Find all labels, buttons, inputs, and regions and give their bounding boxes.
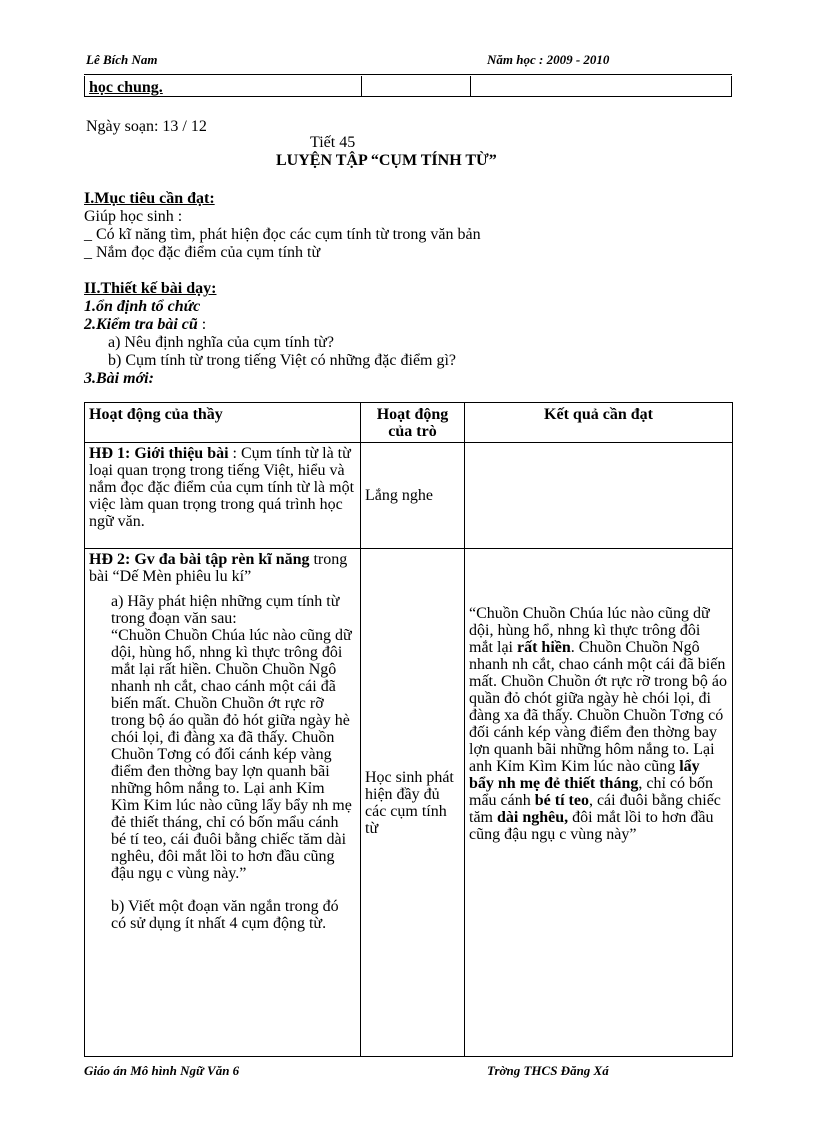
row2-teacher-intro [89, 551, 356, 585]
section2-question-b: b) Cụm tính từ trong tiếng Việt có những đặc điểm gì? [108, 352, 457, 369]
section2-step1: 1.ổn định tổ chức [84, 298, 201, 315]
result-text: , chỉ có bốn mẩu cánh [469, 775, 714, 809]
section2-heading: II.Thiết kế bài dạy: [84, 280, 217, 297]
section1-heading: I.Mục tiêu cần đạt: [84, 190, 215, 207]
result-highlight: rất hiền [516, 639, 571, 656]
row2-teacher-text: trong bài “Dế Mèn phiêu lu kí” [89, 551, 348, 585]
row2-student: Học sinh phát hiện đầy đủ các cụm tính từ [361, 549, 465, 1057]
lesson-activity-table [84, 402, 733, 1057]
header-teacher: Hoạt động của thầy [85, 403, 361, 443]
row1-teacher [85, 443, 361, 549]
footer-right: Trờng THCS Đăng Xá [487, 1063, 609, 1078]
header-school-year: Năm học : 2009 - 2010 [487, 52, 610, 67]
row1-result [465, 443, 733, 549]
section2-question-a: a) Nêu định nghĩa của cụm tính từ? [108, 334, 334, 351]
section1-item-2: _ Nắm đọc đặc điểm của cụm tính từ [84, 244, 321, 261]
continued-table-row [84, 76, 732, 97]
continued-cell-text: học chung. [85, 76, 362, 97]
row2-teacher-bold: HĐ 2: Gv đa bài tập rèn kĩ năng [89, 551, 310, 568]
row2-result [465, 549, 733, 1057]
result-highlight: lẩy bẩy nh mẹ đẻ thiết tháng [469, 758, 700, 792]
row2-teacher [85, 549, 361, 1057]
result-text: . Chuồn Chuồn Ngô nhanh nh cắt, chao cánh một cái đã biến mất. Chuồn Chuồn ớt rực rỡ trong bộ áo quần đỏ chót giữa ngày hè chói lọi, đi đàng xa đã thấy. Chuồn Chuồn Tơng có đối cánh kép vàng điểm đen thờng bay lợn quanh bãi những hôm nắng to. Lại anh Kỉm Kìm Kim lúc nào cũng [469, 639, 728, 775]
result-text: , cái đuôi bằng chiếc tăm [469, 792, 721, 826]
section2-step2-colon: : [197, 316, 207, 333]
result-text: “Chuồn Chuồn Chúa lúc nào cũng dữ dội, hùng hổ, nhng kì thực trông đôi mắt lại [469, 605, 710, 656]
header-result: Kết quả cần đạt [465, 403, 733, 443]
section2-step2 [84, 316, 206, 333]
section2-step2-label: 2.Kiểm tra bài cũ [84, 316, 198, 333]
continued-cell-empty-2 [471, 76, 732, 97]
section2-step3: 3.Bài mới: [84, 370, 154, 387]
preparation-date: Ngày soạn: 13 / 12 [86, 118, 207, 135]
continued-cell-empty-1 [362, 76, 471, 97]
row1-teacher-text: : Cụm tính từ là từ loại quan trọng trong tiếng Việt, hiểu và nắm đọc đặc điểm của cụm tính từ là một việc làm quan trọng trong quá trình học ngữ văn. [89, 445, 355, 530]
row1-teacher-bold: HĐ 1: Giới thiệu bài [89, 445, 229, 462]
section1-item-1: _ Có kĩ năng tìm, phát hiện đọc các cụm tính từ trong văn bản [84, 226, 481, 243]
footer-left: Giáo án Mô hình Ngữ Văn 6 [84, 1063, 240, 1078]
section1-intro: Giúp học sinh : [84, 208, 183, 225]
row1-student: Lắng nghe [361, 443, 465, 549]
row2-task-a: a) Hãy phát hiện những cụm tính từ trong đoạn văn sau: [111, 593, 340, 627]
row2-task-b: b) Viết một đoạn văn ngắn trong đó có sử dụng ít nhất 4 cụm động từ. [111, 898, 339, 932]
result-highlight: bé tí teo [534, 792, 589, 809]
header-student: Hoạt động của trò [361, 403, 465, 443]
result-text: đôi mắt lồi to hơn đầu cũng đậu ngụ c vùng này” [469, 809, 714, 843]
lesson-title: LUYỆN TẬP “CỤM TÍNH TỪ” [276, 152, 497, 169]
header-author: Lê Bích Nam [86, 52, 158, 67]
result-highlight: dài nghêu, [497, 809, 569, 826]
lesson-number: Tiết 45 [310, 134, 356, 151]
header-rule [84, 74, 732, 75]
row2-passage: “Chuồn Chuồn Chúa lúc nào cũng dữ dội, hùng hổ, nhng kì thực trông đôi mắt lại rất hiền. Chuồn Chuồn Ngô nhanh nh cắt, chao cánh một cái đã biến mất. Chuồn Chuồn ớt rực rỡ trong bộ áo quần đỏ hót giữa ngày hè chói lọi, đi đàng xa đã thấy. Chuồn Chuồn Tơng có đối cánh kép vàng điểm đen thờng bay lợn quanh bãi những hôm nắng to. Lại anh Kỉm Kìm Kim lúc nào cũng lẩy bẩy nh mẹ đẻ thiết tháng, chỉ có bốn mẩu cánh bé tí teo, cái đuôi bằng chiếc tăm dài nghêu, đôi mắt lồi to hơn đầu cũng đậu ngụ c vùng này.” [111, 627, 352, 882]
